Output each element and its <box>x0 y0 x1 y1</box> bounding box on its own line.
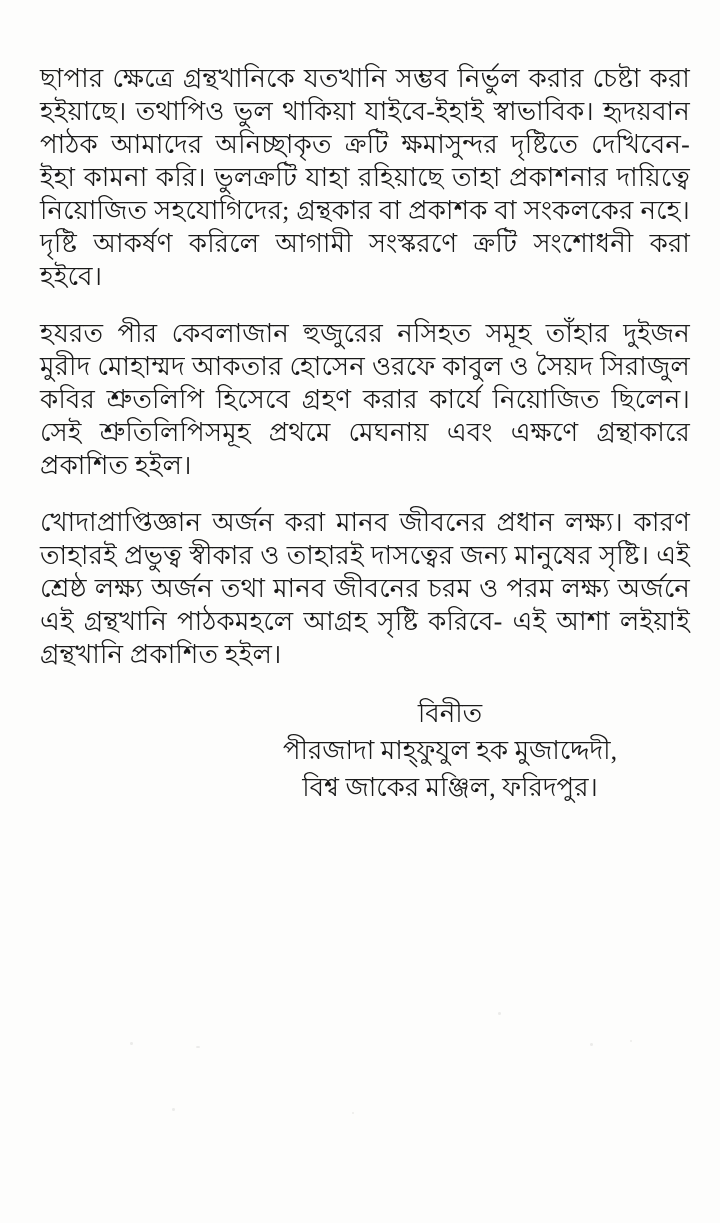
scan-speck <box>498 1012 501 1015</box>
paragraph-printing-errata: ছাপার ক্ষেত্রে গ্রন্থখানিকে যতখানি সম্ভব নির্ভুল করার চেষ্টা করা হইয়াছে। তথাপিও ভুল থাকিয়া যাইবে-ইহাই স্বাভাবিক। হৃদয়বান পাঠক আমাদের অনিচ্ছাকৃত ক্রটি ক্ষমাসুন্দর দৃষ্টিতে দেখিবেন- ইহা কামনা করি। ভুলক্রটি যাহা রহিয়াছে তাহা প্রকাশনার দায়িত্বে নিয়োজিত সহযোগিদের; গ্রন্থকার বা প্রকাশক বা সংকলকের নহে। দৃষ্টি আকর্ষণ করিলে আগামী সংস্করণে ক্রটি সংশোধনী করা হইবে। <box>40 64 690 291</box>
paragraph-transcription-history: হযরত পীর কেবলাজান হুজুরের নসিহত সমূহ তাঁহার দুইজন মুরীদ মোহাম্মদ আকতার হোসেন ওরফে কাবুল ও সৈয়দ সিরাজুল কবির শ্রুতলিপি হিসেবে গ্রহণ করার কার্যে নিয়োজিত ছিলেন। সেই শ্রুতিলিপিসমূহ প্রথমে মেঘনায় এবং এক্ষণে গ্রন্থাকারে প্রকাশিত হইল। <box>40 319 690 480</box>
scan-speck <box>590 1043 593 1046</box>
paragraph-purpose-of-book: খোদাপ্রাপ্তিজ্ঞান অর্জন করা মানব জীবনের প্রধান লক্ষ্য। কারণ তাহারই প্রভুত্ব স্বীকার ও তাহারই দাসত্বের জন্য মানুষের সৃষ্টি। এই শ্রেষ্ঠ লক্ষ্য অর্জন তথা মানব জীবনের চরম ও পরম লক্ষ্য অর্জনে এই গ্রন্থখানি পাঠকমহলে আগ্রহ সৃষ্টি করিবে- এই আশা লইয়াই গ্রন্থখানি প্রকাশিত হইল। <box>40 508 690 669</box>
preface-text-block <box>40 62 690 671</box>
signature-block <box>180 695 720 806</box>
scan-speck <box>352 1112 354 1114</box>
scan-speck <box>630 1040 632 1042</box>
scan-speck <box>196 1046 200 1048</box>
signature-salutation: বিনীত <box>417 699 483 728</box>
scan-speck <box>172 1108 175 1111</box>
signature-name: পীরজাদা মাহ্‌ফুযুল হক মুজাদ্দেদী, <box>282 736 618 765</box>
signature-address: বিশ্ব জাকের মঞ্জিল, ফরিদপুর। <box>302 773 598 802</box>
scan-speck <box>130 1042 133 1045</box>
